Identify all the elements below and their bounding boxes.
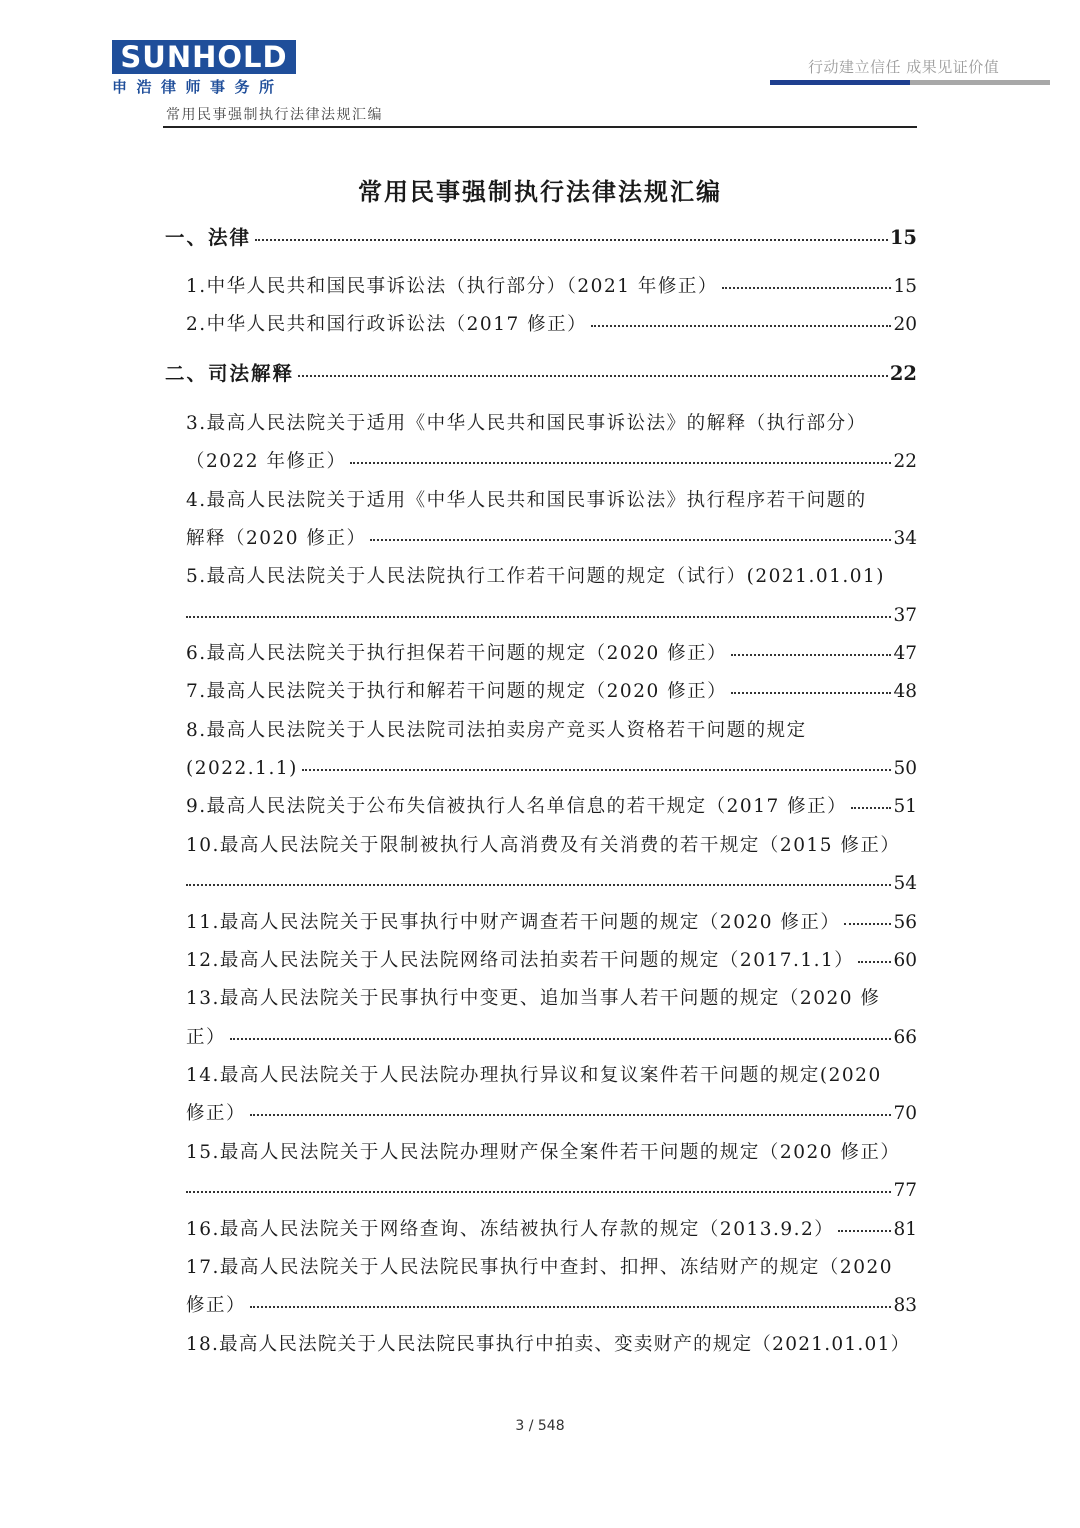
toc-entry-11[interactable]: 11.最高人民法院关于民事执行中财产调查若干问题的规定（2020 修正） 56 (186, 912, 917, 933)
firm-logo (112, 40, 298, 97)
toc-entry-13-line2[interactable]: 正） 66 (186, 1027, 917, 1048)
toc-section-judicial-interpretations[interactable]: 二、司法解释 22 (165, 362, 917, 385)
toc-entry-2[interactable]: 2.中华人民共和国行政诉讼法（2017 修正） 20 (186, 314, 917, 335)
header-slogan: 行动建立信任 成果见证价值 (808, 58, 1000, 76)
toc-entry-16[interactable]: 16.最高人民法院关于网络查询、冻结被执行人存款的规定（2013.9.2） 81 (186, 1219, 917, 1240)
toc-entry-1[interactable]: 1.中华人民共和国民事诉讼法（执行部分）（2021 年修正） 15 (186, 276, 917, 297)
toc-entry-7[interactable]: 7.最高人民法院关于执行和解若干问题的规定（2020 修正） 48 (186, 681, 917, 702)
toc-entry-13-line1[interactable]: 13.最高人民法院关于民事执行中变更、追加当事人若干问题的规定（2020 修 (186, 988, 881, 1009)
toc-entry-6[interactable]: 6.最高人民法院关于执行担保若干问题的规定（2020 修正） 47 (186, 643, 917, 664)
toc-entry-12[interactable]: 12.最高人民法院关于人民法院网络司法拍卖若干问题的规定（2017.1.1） 60 (186, 950, 917, 971)
toc-entry-8-line2[interactable]: (2022.1.1) 50 (186, 758, 917, 779)
toc-entry-4-line2[interactable]: 解释（2020 修正） 34 (186, 528, 917, 549)
toc-entry-17-line1[interactable]: 17.最高人民法院关于人民法院民事执行中查封、扣押、冻结财产的规定（2020 (186, 1257, 894, 1278)
toc-entry-5-line1[interactable]: 5.最高人民法院关于人民法院执行工作若干问题的规定（试行）(2021.01.01) (186, 566, 886, 587)
logo-wordmark: SUNHOLD (112, 40, 296, 74)
toc-entry-3-line2[interactable]: （2022 年修正） 22 (186, 451, 917, 472)
toc-entry-4-line1[interactable]: 4.最高人民法院关于适用《中华人民共和国民事诉讼法》执行程序若干问题的 (186, 490, 867, 511)
page-indicator: 3 / 548 (515, 1418, 565, 1434)
toc-entry-10-line2[interactable]: 54 (186, 872, 917, 896)
toc-entry-14-line1[interactable]: 14.最高人民法院关于人民法院办理执行异议和复议案件若干问题的规定(2020 (186, 1065, 882, 1086)
toc-section-laws[interactable]: 一、法律 15 (165, 226, 917, 249)
toc-entry-10-line1[interactable]: 10.最高人民法院关于限制被执行人高消费及有关消费的若干规定（2015 修正） (186, 835, 901, 856)
slogan-bar-blue (770, 80, 910, 85)
toc-entry-5-line2[interactable]: 37 (186, 604, 917, 628)
toc-entry-15-line2[interactable]: 77 (186, 1179, 917, 1203)
toc-entry-18-line1[interactable]: 18.最高人民法院关于人民法院民事执行中拍卖、变卖财产的规定（2021.01.01） (186, 1334, 911, 1355)
logo-firm-name: 申浩律师事务所 (112, 78, 284, 96)
running-header-title: 常用民事强制执行法律法规汇编 (166, 107, 383, 123)
toc-entry-15-line1[interactable]: 15.最高人民法院关于人民法院办理财产保全案件若干问题的规定（2020 修正） (186, 1142, 901, 1163)
toc-entry-9[interactable]: 9.最高人民法院关于公布失信被执行人名单信息的若干规定（2017 修正） 51 (186, 796, 917, 817)
toc-entry-3-line1[interactable]: 3.最高人民法院关于适用《中华人民共和国民事诉讼法》的解释（执行部分） (186, 413, 867, 434)
toc-entry-17-line2[interactable]: 修正） 83 (186, 1295, 917, 1316)
toc-entry-8-line1[interactable]: 8.最高人民法院关于人民法院司法拍卖房产竞买人资格若干问题的规定 (186, 720, 807, 741)
toc-entry-14-line2[interactable]: 修正） 70 (186, 1103, 917, 1124)
slogan-bar-gray (910, 80, 1050, 85)
document-title: 常用民事强制执行法律法规汇编 (358, 178, 722, 206)
header-divider (163, 126, 917, 128)
